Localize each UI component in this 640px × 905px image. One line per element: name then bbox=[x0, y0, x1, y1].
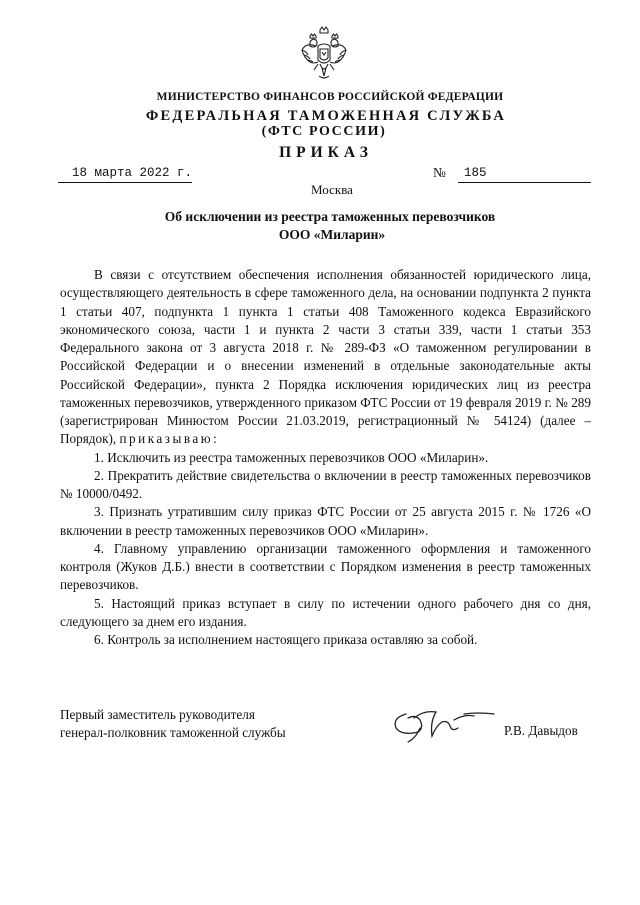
order-word: приказываю: bbox=[119, 431, 220, 447]
order-item-3: 3. Признать утратившим силу приказ ФТС России от 25 августа 2015 г. № 1726 «О включении в реестр таможенных перевозчиков ООО «Миларин». bbox=[60, 504, 591, 538]
number-field bbox=[458, 166, 591, 183]
double-headed-eagle-emblem-icon bbox=[300, 24, 348, 86]
handwritten-signature-icon bbox=[384, 700, 502, 750]
order-item-5: 5. Настоящий приказ вступает в силу по истечении одного рабочего дня со дня, следующего за днем его издания. bbox=[60, 595, 591, 629]
signatory-position-line2: генерал-полковник таможенной службы bbox=[60, 725, 286, 740]
number-sign: № bbox=[433, 165, 446, 180]
order-item-1: 1. Исключить из реестра таможенных перевозчиков ООО «Миларин». bbox=[94, 449, 489, 465]
preamble-paragraph bbox=[60, 266, 591, 449]
document-title-line2: ООО «Миларин» bbox=[278, 227, 386, 242]
document-body bbox=[60, 266, 591, 649]
agency-short-name: (ФТС РОССИИ) bbox=[261, 124, 387, 139]
document-title-line1: Об исключении из реестра таможенных перевозчиков bbox=[164, 209, 496, 224]
signatory-name: Р.В. Давыдов bbox=[504, 723, 578, 738]
preamble-text: В связи с отсутствием обеспечения исполнения обязанностей юридического лица, осуществляющего деятельность в сфере таможенного дела, на основании подпункта 2 пункта 1 статьи 407, подпункта 1 пункта 1 статьи 408 Таможенного кодекса Евразийского экономического союза, части 1 и пункта 2 части 3 статьи 339, части 1 статьи 353 Федерального закона от 3 августа 2018 г. № 289-ФЗ «О таможенном регулировании в Российской Федерации и о внесении изменений в отдельные законодательные акты Российской Федерации», пункта 2 Порядка исключения юридических лиц из реестра таможенных перевозчиков, утвержденного приказом ФТС России от 19 февраля 2019 г. № 289 (зарегистрирован Минюстом России 21.03.2019, регистрационный № 54124) (далее – Порядок), bbox=[60, 267, 591, 447]
order-item-2: 2. Прекратить действие свидетельства о включении в реестр таможенных перевозчиков № 10000/0492. bbox=[60, 467, 591, 501]
place-of-issue: Москва bbox=[311, 182, 353, 197]
ministry-name: МИНИСТЕРСТВО ФИНАНСОВ РОССИЙСКОЙ ФЕДЕРАЦИИ bbox=[156, 91, 504, 103]
document-date: 18 марта 2022 г. bbox=[72, 166, 193, 180]
agency-name: ФЕДЕРАЛЬНАЯ ТАМОЖЕННАЯ СЛУЖБА bbox=[145, 108, 507, 124]
document-type: ПРИКАЗ bbox=[279, 144, 373, 161]
document-number: 185 bbox=[464, 166, 487, 180]
order-item-6: 6. Контроль за исполнением настоящего приказа оставляю за собой. bbox=[94, 632, 478, 647]
order-item-4: 4. Главному управлению организации таможенного оформления и таможенного контроля (Жуков Д.Б.) внести в соответствии с Порядком изменения в реестр таможенных перевозчиков. bbox=[60, 540, 591, 593]
date-field bbox=[58, 166, 192, 183]
signatory-position-line1: Первый заместитель руководителя bbox=[60, 707, 255, 722]
